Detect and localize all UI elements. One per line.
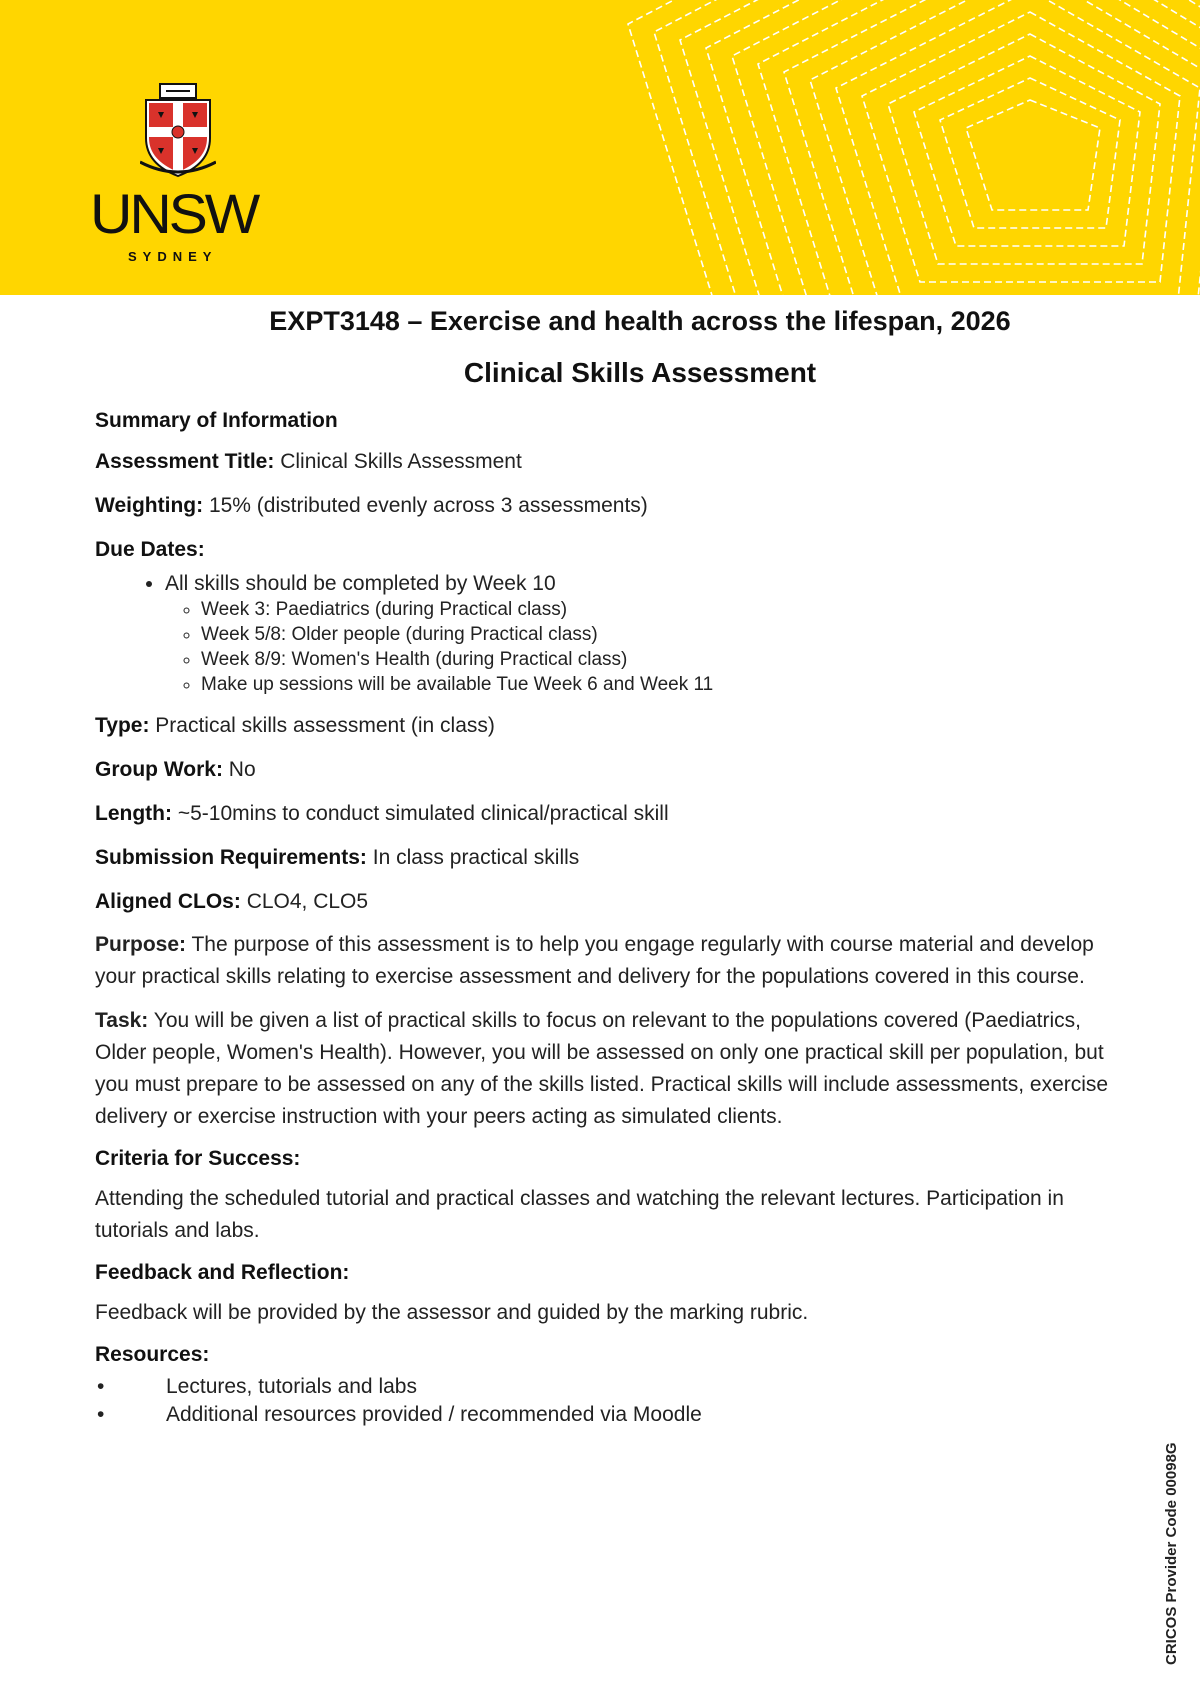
- due-dates-main: All skills should be completed by Week 10: [165, 572, 556, 595]
- criteria-text: Attending the scheduled tutorial and practical classes and watching the relevant lectures. Participation in tutorials and labs.: [95, 1187, 1064, 1242]
- submission-label: Submission Requirements:: [95, 846, 367, 869]
- course-title: EXPT3148 – Exercise and health across the lifespan, 2026: [269, 306, 1011, 336]
- task-text: You will be given a list of practical skills to focus on relevant to the populations covered (Paediatrics, Older people, Women's Health). However, you will be assessed on only one practical skill per population, but you must prepare to be assessed on any of the skills listed. Practical skills will include assessments, exercise delivery or exercise instruction with your peers acting as simulated clients.: [95, 1009, 1109, 1128]
- unsw-crest-icon: [140, 82, 216, 178]
- list-item: ◦ Week 8/9: Women's Health (during Practical class): [201, 647, 1135, 672]
- purpose-text: The purpose of this assessment is to help you engage regularly with course material and develop your practical skills relating to exercise assessment and delivery for the populations covered in this course.: [95, 933, 1094, 988]
- type-label: Type:: [95, 714, 150, 737]
- list-item: ◦ Week 3: Paediatrics (during Practical class): [201, 597, 1135, 622]
- task-paragraph: [95, 1005, 1135, 1133]
- unsw-logo-text: UNSW: [90, 182, 258, 245]
- list-item: [165, 571, 1135, 697]
- due-dates-list: [95, 571, 1135, 697]
- due-dates-row: [95, 535, 1135, 565]
- assessment-title-label: Assessment Title:: [95, 450, 275, 473]
- list-item: • Additional resources provided / recommended via Moodle: [95, 1401, 1135, 1429]
- list-item: ◦ Week 5/8: Older people (during Practical class): [201, 622, 1135, 647]
- task-label: Task:: [95, 1009, 149, 1032]
- header-banner: [0, 0, 1200, 295]
- document-body: [95, 300, 1135, 1429]
- length-label: Length:: [95, 802, 172, 825]
- group-work-label: Group Work:: [95, 758, 223, 781]
- assessment-title-row: [95, 447, 1135, 477]
- submission-value: In class practical skills: [372, 846, 580, 869]
- geometric-pattern-decoration: [620, 0, 1200, 295]
- list-item: ◦ Make up sessions will be available Tue Week 6 and Week 11: [201, 672, 1135, 697]
- assessment-title-value: Clinical Skills Assessment: [280, 450, 522, 473]
- criteria-heading: Criteria for Success:: [95, 1147, 301, 1170]
- due-dates-sublist: [165, 597, 1135, 697]
- clos-label: Aligned CLOs:: [95, 890, 241, 913]
- due-dates-label: Due Dates:: [95, 538, 205, 561]
- weighting-value: 15% (distributed evenly across 3 assessments): [208, 494, 648, 517]
- group-work-row: [95, 755, 1135, 785]
- type-value: Practical skills assessment (in class): [155, 714, 495, 737]
- resources-heading: Resources:: [95, 1343, 210, 1366]
- feedback-heading: Feedback and Reflection:: [95, 1261, 350, 1284]
- clos-value: CLO4, CLO5: [246, 890, 369, 913]
- resources-list: [95, 1373, 1135, 1429]
- list-item: • Lectures, tutorials and labs: [95, 1373, 1135, 1401]
- weighting-label: Weighting:: [95, 494, 204, 517]
- feedback-text: Feedback will be provided by the assessor and guided by the marking rubric.: [95, 1301, 809, 1324]
- weighting-row: [95, 491, 1135, 521]
- unsw-logo-subtext: SYDNEY: [128, 249, 218, 264]
- submission-row: [95, 843, 1135, 873]
- purpose-paragraph: [95, 929, 1135, 993]
- assessment-heading: Clinical Skills Assessment: [463, 357, 817, 388]
- clos-row: [95, 887, 1135, 917]
- length-row: [95, 799, 1135, 829]
- group-work-value: No: [228, 758, 256, 781]
- length-value: ~5-10mins to conduct simulated clinical/practical skill: [177, 802, 669, 825]
- summary-heading: Summary of Information: [95, 409, 338, 432]
- cricos-code: CRICOS Provider Code 00098G: [1163, 1442, 1180, 1665]
- type-row: [95, 711, 1135, 741]
- purpose-label: Purpose:: [95, 933, 187, 956]
